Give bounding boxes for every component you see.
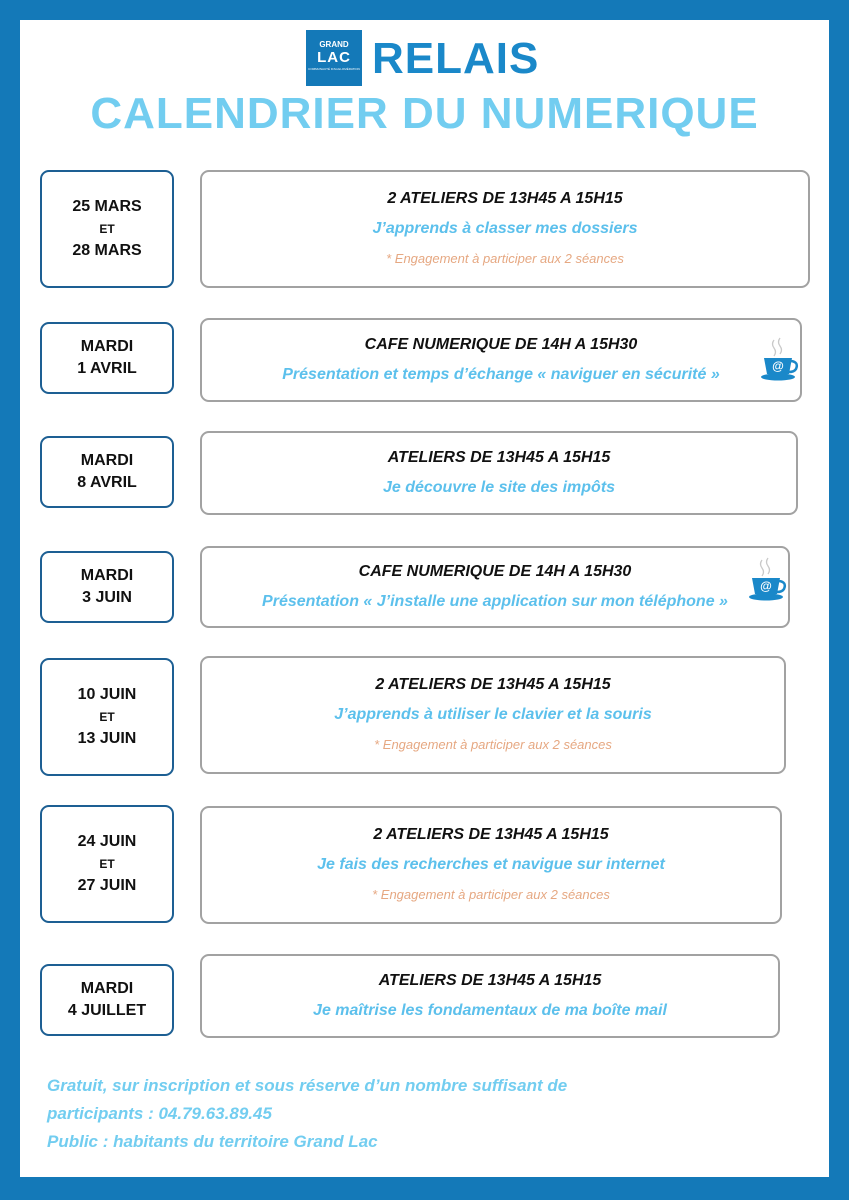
event-date-line: 25 MARS <box>72 198 142 215</box>
event-date-line: 10 JUIN <box>77 686 137 703</box>
event-title: CAFE NUMERIQUE DE 14H A 15H30 <box>364 336 638 353</box>
event-note: * Engagement à participer aux 2 séances <box>374 737 612 752</box>
event-date-line: MARDI <box>80 567 134 584</box>
event-subtitle: J’apprends à classer mes dossiers <box>372 220 638 237</box>
footer-line-3: Public : habitants du territoire Grand Lac <box>47 1132 378 1151</box>
event-date-line: 27 JUIN <box>77 877 137 894</box>
coffee-cup-icon <box>758 336 802 382</box>
event-details-box <box>200 546 790 628</box>
svg-text:@: @ <box>760 579 772 593</box>
event-date-line: 3 JUIN <box>82 589 132 606</box>
event-subtitle: Présentation « J’installe une application sur mon téléphone » <box>262 593 728 610</box>
event-note: * Engagement à participer aux 2 séances <box>372 887 610 902</box>
event-date-box <box>40 170 174 288</box>
event-date-line: MARDI <box>80 338 134 355</box>
event-subtitle: Je découvre le site des impôts <box>382 479 616 496</box>
footer-info <box>47 1072 807 1156</box>
event-details-box <box>200 318 802 402</box>
footer-line-1: Gratuit, sur inscription et sous réserve d’un nombre suffisant de <box>47 1076 568 1095</box>
event-date-line: 28 MARS <box>72 242 142 259</box>
event-details-box <box>200 431 798 515</box>
page-title: CALENDRIER DU NUMERIQUE <box>90 89 759 138</box>
event-date-box <box>40 805 174 923</box>
event-date-line: 24 JUIN <box>77 833 137 850</box>
event-date-line: 8 AVRIL <box>77 474 137 491</box>
event-date-box <box>40 322 174 394</box>
event-title: CAFE NUMERIQUE DE 14H A 15H30 <box>358 563 632 580</box>
event-date-line: ET <box>99 857 115 871</box>
event-title: 2 ATELIERS DE 13H45 A 15H15 <box>387 190 623 207</box>
logo-line-1: GRAND <box>319 40 349 49</box>
event-date-line: MARDI <box>80 980 134 997</box>
event-subtitle: Je maîtrise les fondamentaux de ma boîte mail <box>313 1002 667 1019</box>
event-title: 2 ATELIERS DE 13H45 A 15H15 <box>373 826 609 843</box>
footer-line-2: participants : 04.79.63.89.45 <box>47 1104 272 1123</box>
event-details-box <box>200 656 786 774</box>
event-title: ATELIERS DE 13H45 A 15H15 <box>378 972 602 989</box>
event-details-box <box>200 170 810 288</box>
event-title: 2 ATELIERS DE 13H45 A 15H15 <box>375 676 611 693</box>
flyer-page <box>20 20 829 1177</box>
event-date-line: ET <box>99 222 115 236</box>
event-date-line: MARDI <box>80 452 134 469</box>
event-date-line: ET <box>99 710 115 724</box>
logo-line-3: COMMUNAUTÉ D'AGGLOMÉRATION <box>308 67 360 71</box>
coffee-cup-icon <box>746 556 790 602</box>
event-date-box <box>40 658 174 776</box>
event-details-box <box>200 806 782 924</box>
event-date-box <box>40 436 174 508</box>
brand-name: RELAIS <box>372 34 540 83</box>
grand-lac-logo <box>306 30 362 86</box>
event-date-box <box>40 964 174 1036</box>
event-date-line: 4 JUILLET <box>67 1002 147 1019</box>
event-details-box <box>200 954 780 1038</box>
svg-text:@: @ <box>772 359 784 373</box>
event-subtitle: Présentation et temps d’échange « naviguer en sécurité » <box>282 366 720 383</box>
event-note: * Engagement à participer aux 2 séances <box>386 251 624 266</box>
event-title: ATELIERS DE 13H45 A 15H15 <box>387 449 611 466</box>
event-subtitle: Je fais des recherches et navigue sur internet <box>317 856 665 873</box>
header <box>20 20 829 150</box>
event-date-line: 13 JUIN <box>77 730 137 747</box>
event-subtitle: J’apprends à utiliser le clavier et la souris <box>334 706 652 723</box>
event-date-box <box>40 551 174 623</box>
event-date-line: 1 AVRIL <box>77 360 137 377</box>
logo-line-2: LAC <box>317 49 351 66</box>
